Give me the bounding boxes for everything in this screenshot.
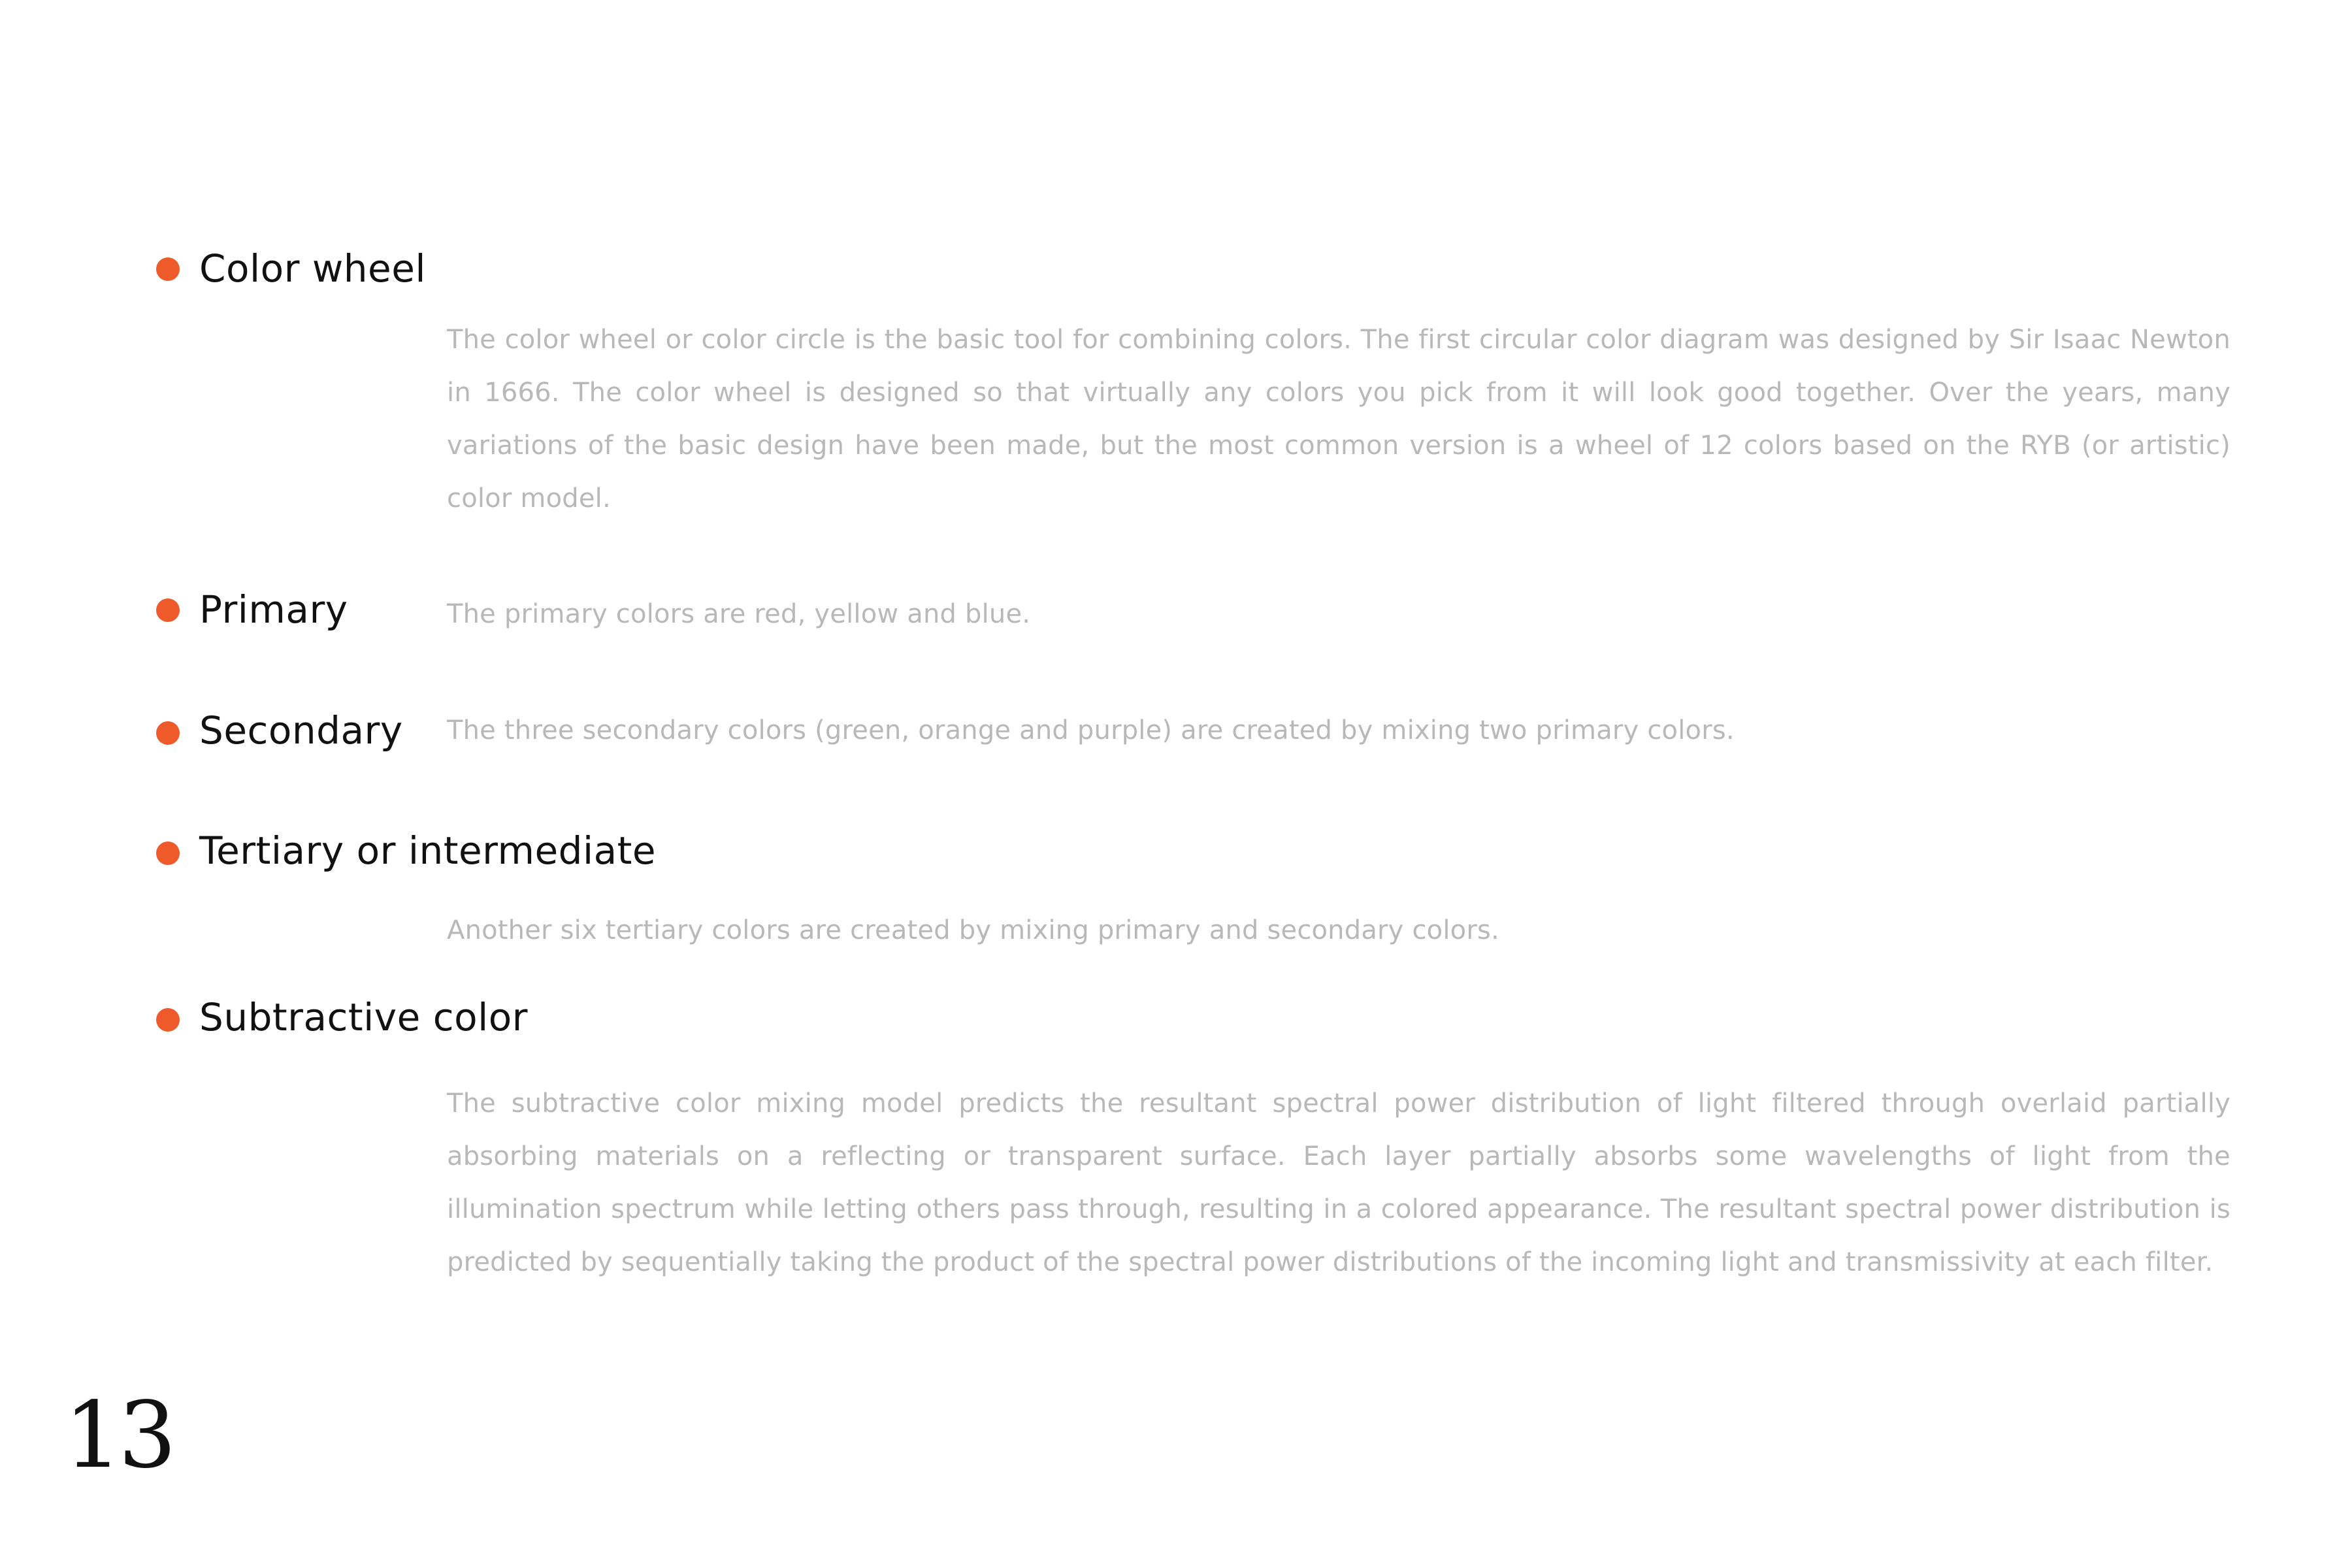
page-number: 13 bbox=[64, 1382, 173, 1489]
bullet-dot-icon bbox=[156, 841, 180, 865]
section-body-primary: The primary colors are red, yellow and blue. bbox=[447, 599, 1031, 629]
section-body-subtractive: The subtractive color mixing model predicts the resultant spectral power distribution of light filtered through overlaid partially absorbing materials on a reflecting or transparent surface. Each layer partially absorbs some wavelengths of light from the illumination spectrum while letting others pass through, resulting in a colored appearance. The resultant spectral power distribution is predicted by sequentially taking the product of the spectral power distributions of the incoming light and transmissivity at each filter. bbox=[447, 1088, 2230, 1277]
section-heading-secondary: Secondary bbox=[199, 708, 403, 753]
section-body-color-wheel: The color wheel or color circle is the basic tool for combining colors. The first circular color diagram was designed by Sir Isaac Newton in 1666. The color wheel is designed so that virtually any colors you pick from it will look good together. Over the years, many variations of the basic design have been made, but the most common version is a wheel of 12 colors based on the RYB (or artistic) color model. bbox=[447, 325, 2230, 514]
bullet-dot-icon bbox=[156, 721, 180, 745]
bullet-dot-icon bbox=[156, 598, 180, 622]
bullet-dot-icon bbox=[156, 1008, 180, 1032]
section-heading-tertiary: Tertiary or intermediate bbox=[199, 828, 657, 873]
section-heading-subtractive: Subtractive color bbox=[199, 995, 529, 1039]
section-heading-primary: Primary bbox=[199, 587, 348, 632]
bullet-dot-icon bbox=[156, 257, 180, 281]
section-body-secondary: The three secondary colors (green, orange and purple) are created by mixing two primary colors. bbox=[447, 715, 1735, 745]
section-heading-color-wheel: Color wheel bbox=[199, 246, 427, 291]
section-body-tertiary: Another six tertiary colors are created by mixing primary and secondary colors. bbox=[447, 915, 1499, 945]
